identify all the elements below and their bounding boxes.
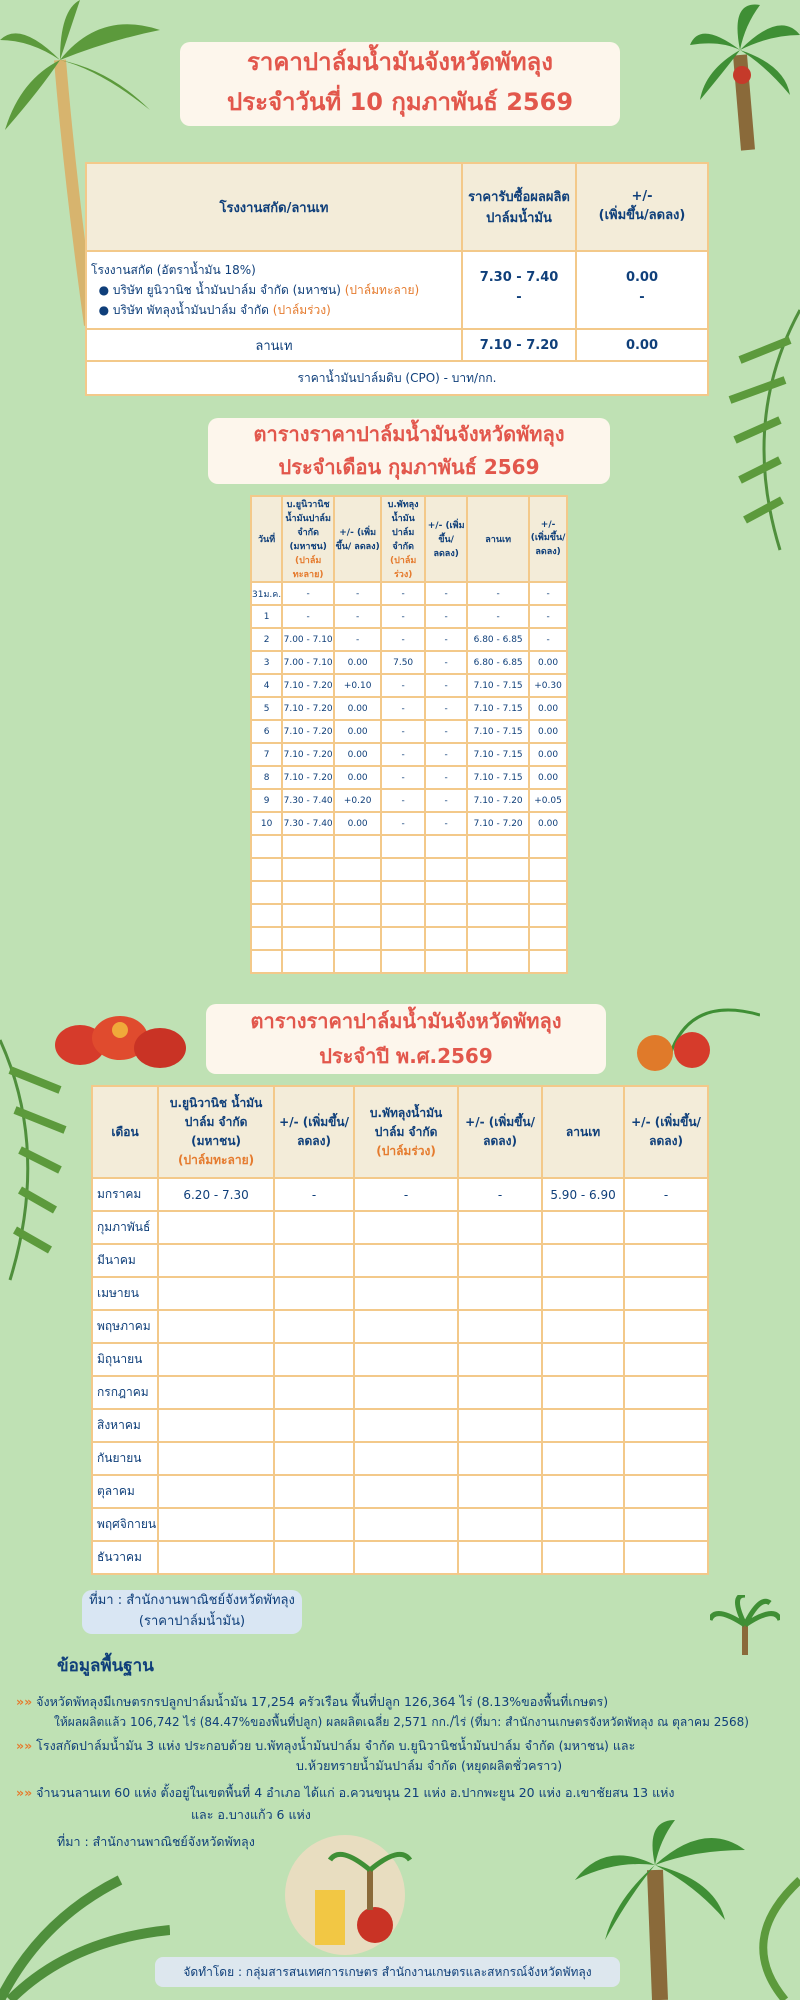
table-cell: 0.00	[334, 697, 381, 720]
month-label: กุมภาพันธ์	[92, 1211, 158, 1244]
daily-mill1-tag: (ปาล์มทะลาย)	[344, 283, 420, 297]
daily-mill2-tag: (ปาล์มร่วง)	[272, 303, 331, 317]
table-cell: 7.10 - 7.20	[282, 674, 334, 697]
table-row	[251, 651, 567, 674]
daily-price-table	[85, 162, 709, 396]
yearly-title	[206, 1004, 606, 1074]
table-cell: 0.00	[334, 651, 381, 674]
table-cell	[158, 1541, 274, 1574]
table-cell: -	[282, 605, 334, 628]
table-cell	[381, 858, 425, 881]
table-cell: -	[381, 674, 425, 697]
monthly-header-day: วันที่	[251, 496, 282, 582]
table-cell	[381, 927, 425, 950]
table-cell: +0.10	[334, 674, 381, 697]
month-label: กันยายน	[92, 1442, 158, 1475]
palm-fruit-right-icon	[630, 995, 760, 1075]
table-cell	[354, 1376, 458, 1409]
table-cell	[334, 858, 381, 881]
monthly-header-change1: +/- (เพิ่มขึ้น/ ลดลง)	[334, 496, 381, 582]
monthly-header-change3: +/- (เพิ่มขึ้น/ ลดลง)	[529, 496, 567, 582]
table-cell: 0.00	[529, 812, 567, 835]
table-cell	[467, 950, 529, 973]
month-label: มิถุนายน	[92, 1343, 158, 1376]
table-cell	[529, 950, 567, 973]
table-cell: -	[458, 1178, 542, 1211]
daily-mill-price-cell	[462, 251, 576, 329]
table-cell: 0.00	[529, 720, 567, 743]
table-cell: -	[425, 812, 467, 835]
yearly-table-body	[92, 1178, 708, 1574]
daily-lanthe-label: ลานเท	[86, 329, 462, 361]
table-cell: -	[381, 697, 425, 720]
table-row	[92, 1178, 708, 1211]
table-cell: -	[381, 582, 425, 605]
table-cell: -	[425, 605, 467, 628]
table-cell	[274, 1442, 354, 1475]
monthly-price-table	[250, 495, 568, 974]
table-cell: -	[274, 1178, 354, 1211]
basic-info-p3: »» จำนวนลานเท 60 แห่ง ตั้งอยู่ในเขตพื้นที่ 4 อำเภอ ได้แก่ อ.ควนขนุน 21 แห่ง อ.ปากพะยูน 20 แห่ง อ.เขาชัยสน 13 แห่ง และ อ.บางแก้ว 6 แห่ง	[16, 1785, 675, 1822]
table-cell: 7.10 - 7.15	[467, 697, 529, 720]
month-label: มกราคม	[92, 1178, 158, 1211]
table-cell: 6.80 - 6.85	[467, 628, 529, 651]
monthly-header-lanthe: ลานเท	[467, 496, 529, 582]
table-cell	[542, 1409, 624, 1442]
table-row	[251, 950, 567, 973]
table-cell	[467, 835, 529, 858]
table-cell	[529, 881, 567, 904]
table-row	[251, 812, 567, 835]
monthly-header-univanich: บ.ยูนิวานิช น้ำมันปาล์ม จำกัด (มหาชน) (ปาล์มทะลาย)	[282, 496, 334, 582]
table-cell: -	[425, 720, 467, 743]
table-row	[92, 1277, 708, 1310]
table-cell	[624, 1310, 708, 1343]
daily-header-change: +/- (เพิ่มขึ้น/ลดลง)	[576, 163, 708, 251]
table-cell: 7.00 - 7.10	[282, 651, 334, 674]
table-cell: 31ม.ค.	[251, 582, 282, 605]
table-cell	[381, 950, 425, 973]
table-cell: -	[381, 605, 425, 628]
palm-fruit-left-icon	[50, 1010, 195, 1075]
month-label: สิงหาคม	[92, 1409, 158, 1442]
table-cell	[251, 835, 282, 858]
table-cell	[282, 835, 334, 858]
table-cell: -	[425, 582, 467, 605]
table-cell	[158, 1343, 274, 1376]
table-cell: 7.50	[381, 651, 425, 674]
table-cell: 0.00	[529, 743, 567, 766]
table-cell	[274, 1541, 354, 1574]
table-cell: -	[624, 1178, 708, 1211]
daily-group-label: โรงงานสกัด (อัตราน้ำมัน 18%)	[91, 263, 256, 277]
table-cell: 3	[251, 651, 282, 674]
bullet-arrow-icon: »»	[16, 1785, 33, 1800]
table-cell: -	[381, 812, 425, 835]
bullet-arrow-icon: »»	[16, 1694, 33, 1709]
table-cell: 0.00	[529, 651, 567, 674]
table-row	[251, 881, 567, 904]
table-cell	[458, 1343, 542, 1376]
table-row	[251, 582, 567, 605]
monthly-title-line1: ตารางราคาปาล์มน้ำมันจังหวัดพัทลุง	[253, 422, 565, 446]
table-cell	[274, 1475, 354, 1508]
table-cell	[381, 881, 425, 904]
table-cell: 7.10 - 7.20	[282, 697, 334, 720]
table-cell: -	[425, 674, 467, 697]
palm-tree-bottom-left-icon	[0, 1860, 170, 2000]
basic-info-p2: »» โรงสกัดปาล์มน้ำมัน 3 แห่ง ประกอบด้วย บ.พัทลุงน้ำมันปาล์ม จำกัด บ.ยูนิวานิชน้ำมันปาล์ม จำกัด (มหาชน) และ บ.ห้วยทรายน้ำมันปาล์ม จำกัด (หยุดผลิตชั่วคราว)	[16, 1738, 636, 1773]
table-cell: 10	[251, 812, 282, 835]
table-cell	[542, 1475, 624, 1508]
month-label: เมษายน	[92, 1277, 158, 1310]
table-cell: -	[425, 697, 467, 720]
table-cell: 0.00	[334, 720, 381, 743]
monthly-title	[208, 418, 610, 484]
table-cell: -	[381, 789, 425, 812]
table-cell	[624, 1475, 708, 1508]
basic-info-p1: »» จังหวัดพัทลุงมีเกษตรกรปลูกปาล์มน้ำมัน 17,254 ครัวเรือน พื้นที่ปลูก 126,364 ไร่ (8.13%ของพื้นที่เกษตร) ให้ผลผลิตแล้ว 106,742 ไร่ (84.47%ของพื้นที่ปลูก) ผลผลิตเฉลี่ย 2,571 กก./ไร่ (ที่มา: สำนักงานเกษตรจังหวัดพัทลุง ณ ตุลาคม 2568)	[16, 1694, 749, 1729]
palm-oil-illustration-icon	[270, 1830, 420, 1960]
table-cell: 9	[251, 789, 282, 812]
table-cell	[251, 858, 282, 881]
table-cell	[334, 904, 381, 927]
table-cell	[624, 1211, 708, 1244]
table-row	[251, 674, 567, 697]
table-cell	[624, 1541, 708, 1574]
daily-title-line1: ราคาปาล์มน้ำมันจังหวัดพัทลุง	[247, 48, 553, 76]
table-row	[251, 766, 567, 789]
table-cell	[381, 904, 425, 927]
table-cell	[542, 1211, 624, 1244]
palm-seedling-icon	[710, 1595, 780, 1660]
table-cell	[158, 1442, 274, 1475]
table-cell: -	[381, 628, 425, 651]
table-cell: 7.10 - 7.20	[467, 812, 529, 835]
table-cell	[282, 858, 334, 881]
table-cell	[425, 950, 467, 973]
yearly-title-line2: ประจำปี พ.ศ.2569	[319, 1044, 493, 1068]
table-cell: 6.20 - 7.30	[158, 1178, 274, 1211]
table-row	[92, 1310, 708, 1343]
table-cell: -	[425, 628, 467, 651]
table-cell	[251, 881, 282, 904]
table-cell: 8	[251, 766, 282, 789]
table-cell: -	[282, 582, 334, 605]
table-cell: 7.10 - 7.20	[282, 766, 334, 789]
table-cell	[458, 1409, 542, 1442]
monthly-title-line2: ประจำเดือน กุมภาพันธ์ 2569	[278, 455, 540, 479]
table-cell	[381, 835, 425, 858]
table-cell	[274, 1277, 354, 1310]
table-cell	[542, 1541, 624, 1574]
yearly-header-change1: +/- (เพิ่มขึ้น/ลดลง)	[274, 1086, 354, 1178]
table-cell	[425, 858, 467, 881]
table-cell	[624, 1376, 708, 1409]
yearly-header-lanthe: ลานเท	[542, 1086, 624, 1178]
table-cell	[158, 1475, 274, 1508]
table-row	[251, 927, 567, 950]
table-cell	[282, 927, 334, 950]
table-cell	[251, 904, 282, 927]
daily-title	[180, 42, 620, 126]
table-cell	[458, 1244, 542, 1277]
month-label: ธันวาคม	[92, 1541, 158, 1574]
table-cell	[354, 1541, 458, 1574]
table-cell: -	[529, 582, 567, 605]
table-row	[251, 858, 567, 881]
daily-cpo-text: ราคาน้ำมันปาล์มดิบ (CPO) - บาท/กก.	[86, 361, 708, 395]
table-cell: 0.00	[334, 766, 381, 789]
table-cell	[624, 1409, 708, 1442]
table-cell	[467, 858, 529, 881]
daily-lanthe-change: 0.00	[576, 329, 708, 361]
table-cell: 5.90 - 6.90	[542, 1178, 624, 1211]
table-cell	[458, 1277, 542, 1310]
daily-mill2-name: บริษัท พัทลุงน้ำมันปาล์ม จำกัด	[112, 303, 269, 317]
table-cell: 7	[251, 743, 282, 766]
table-cell	[158, 1508, 274, 1541]
table-cell: -	[467, 605, 529, 628]
daily-header-mill: โรงงานสกัด/ลานเท	[86, 163, 462, 251]
table-cell	[425, 927, 467, 950]
month-label: กรกฎาคม	[92, 1376, 158, 1409]
table-cell	[274, 1310, 354, 1343]
table-row	[251, 720, 567, 743]
table-cell: -	[334, 628, 381, 651]
table-cell: -	[334, 582, 381, 605]
table-row	[251, 628, 567, 651]
table-cell: 7.10 - 7.20	[282, 743, 334, 766]
table-row	[92, 1244, 708, 1277]
table-cell	[251, 927, 282, 950]
table-cell	[529, 858, 567, 881]
table-cell	[274, 1244, 354, 1277]
table-cell	[467, 927, 529, 950]
table-cell	[458, 1475, 542, 1508]
table-cell: 0.00	[334, 812, 381, 835]
table-cell	[334, 950, 381, 973]
table-cell: -	[425, 766, 467, 789]
table-cell: 0.00	[529, 766, 567, 789]
table-cell	[282, 904, 334, 927]
table-cell: 0.00	[529, 697, 567, 720]
table-row	[92, 1376, 708, 1409]
table-cell: 6	[251, 720, 282, 743]
table-row	[92, 1442, 708, 1475]
basic-info-heading: ข้อมูลพื้นฐาน	[57, 1656, 154, 1676]
table-cell	[251, 950, 282, 973]
table-cell	[274, 1508, 354, 1541]
table-row	[92, 1211, 708, 1244]
table-cell: -	[334, 605, 381, 628]
yearly-header-phatthalung: บ.พัทลุงน้ำมันปาล์ม จำกัด (ปาล์มร่วง)	[354, 1086, 458, 1178]
bullet-arrow-icon: »»	[16, 1738, 33, 1753]
table-cell	[334, 927, 381, 950]
table-cell	[158, 1376, 274, 1409]
table-cell	[158, 1244, 274, 1277]
palm-tree-top-right-icon	[690, 0, 800, 160]
month-label: มีนาคม	[92, 1244, 158, 1277]
table-cell: 7.10 - 7.15	[467, 743, 529, 766]
table-row	[251, 743, 567, 766]
table-cell	[542, 1376, 624, 1409]
yearly-header-change2: +/- (เพิ่มขึ้น/ลดลง)	[458, 1086, 542, 1178]
table-cell	[542, 1508, 624, 1541]
table-cell	[529, 927, 567, 950]
table-cell	[282, 950, 334, 973]
table-row	[92, 1508, 708, 1541]
table-cell	[624, 1244, 708, 1277]
table-cell	[334, 835, 381, 858]
table-cell: 7.30 - 7.40	[282, 812, 334, 835]
table-cell: 7.10 - 7.15	[467, 766, 529, 789]
table-cell	[158, 1409, 274, 1442]
table-cell	[354, 1310, 458, 1343]
table-cell	[354, 1277, 458, 1310]
table-cell	[425, 904, 467, 927]
table-cell: 7.10 - 7.20	[282, 720, 334, 743]
footer-credit: จัดทำโดย : กลุ่มสารสนเทศการเกษตร สำนักงานเกษตรและสหกรณ์จังหวัดพัทลุง	[155, 1957, 620, 1987]
table-cell	[274, 1409, 354, 1442]
month-label: ตุลาคม	[92, 1475, 158, 1508]
table-row	[251, 605, 567, 628]
table-cell: 7.10 - 7.15	[467, 674, 529, 697]
table-cell	[334, 881, 381, 904]
daily-mill1-price: 7.30 - 7.40	[479, 270, 559, 285]
table-cell	[458, 1541, 542, 1574]
yearly-title-line1: ตารางราคาปาล์มน้ำมันจังหวัดพัทลุง	[250, 1009, 562, 1033]
table-cell	[354, 1211, 458, 1244]
table-cell	[467, 881, 529, 904]
daily-mill-change-cell	[576, 251, 708, 329]
table-cell	[542, 1277, 624, 1310]
table-row	[92, 1343, 708, 1376]
table-cell	[158, 1310, 274, 1343]
table-cell	[624, 1343, 708, 1376]
table-cell	[158, 1277, 274, 1310]
daily-mill2-price: -	[516, 290, 522, 305]
month-label: พฤศจิกายน	[92, 1508, 158, 1541]
table-cell	[425, 835, 467, 858]
table-cell	[158, 1211, 274, 1244]
table-cell	[542, 1343, 624, 1376]
yearly-price-table	[91, 1085, 709, 1575]
table-cell: -	[529, 628, 567, 651]
table-cell: +0.05	[529, 789, 567, 812]
table-cell: 7.10 - 7.15	[467, 720, 529, 743]
table-cell: 7.30 - 7.40	[282, 789, 334, 812]
table-cell: 1	[251, 605, 282, 628]
table-cell	[458, 1211, 542, 1244]
table-cell	[354, 1409, 458, 1442]
basic-info-source: ที่มา : สำนักงานพาณิชย์จังหวัดพัทลุง	[57, 1834, 255, 1849]
daily-mill2-change: -	[639, 290, 645, 305]
table-cell: -	[425, 789, 467, 812]
table-cell	[354, 1244, 458, 1277]
daily-mill1-change: 0.00	[625, 270, 659, 285]
table-cell: +0.20	[334, 789, 381, 812]
table-cell	[624, 1277, 708, 1310]
table-cell	[274, 1211, 354, 1244]
table-cell: -	[425, 743, 467, 766]
table-cell: -	[354, 1178, 458, 1211]
table-row	[92, 1475, 708, 1508]
table-cell	[467, 904, 529, 927]
table-cell: 7.00 - 7.10	[282, 628, 334, 651]
table-cell: 4	[251, 674, 282, 697]
month-label: พฤษภาคม	[92, 1310, 158, 1343]
daily-lanthe-price: 7.10 - 7.20	[462, 329, 576, 361]
monthly-header-change2: +/- (เพิ่มขึ้น/ ลดลง)	[425, 496, 467, 582]
table-row	[92, 1409, 708, 1442]
table-cell	[542, 1442, 624, 1475]
table-cell: 2	[251, 628, 282, 651]
table-cell: -	[381, 743, 425, 766]
table-cell	[458, 1508, 542, 1541]
monthly-header-phatthalung: บ.พัทลุง น้ำมันปาล์ม จำกัด (ปาล์มร่วง)	[381, 496, 425, 582]
palm-leaf-right-icon	[720, 300, 800, 560]
table-cell	[274, 1376, 354, 1409]
table-row	[251, 697, 567, 720]
yearly-header-month: เดือน	[92, 1086, 158, 1178]
table-cell: 0.00	[334, 743, 381, 766]
monthly-table-body	[251, 582, 567, 973]
table-cell	[529, 835, 567, 858]
table-cell	[354, 1508, 458, 1541]
daily-title-line2: ประจำวันที่ 10 กุมภาพันธ์ 2569	[226, 88, 574, 116]
daily-header-price: ราคารับซื้อผลผลิต ปาล์มน้ำมัน	[462, 163, 576, 251]
price-source-note: ที่มา : สำนักงานพาณิชย์จังหวัดพัทลุง (ราคาปาล์มน้ำมัน)	[82, 1590, 302, 1634]
table-cell: -	[381, 720, 425, 743]
table-cell	[274, 1343, 354, 1376]
table-cell	[624, 1508, 708, 1541]
table-cell	[458, 1442, 542, 1475]
table-cell: 7.10 - 7.20	[467, 789, 529, 812]
table-cell	[529, 904, 567, 927]
table-cell	[542, 1310, 624, 1343]
table-cell: -	[425, 651, 467, 674]
table-row	[92, 1541, 708, 1574]
table-cell: -	[529, 605, 567, 628]
table-cell	[282, 881, 334, 904]
table-cell	[354, 1343, 458, 1376]
table-cell: -	[467, 582, 529, 605]
yearly-header-univanich: บ.ยูนิวานิช น้ำมันปาล์ม จำกัด (มหาชน) (ปาล์มทะลาย)	[158, 1086, 274, 1178]
daily-mill-cell: โรงงานสกัด (อัตราน้ำมัน 18%) ● บริษัท ยูนิวานิช น้ำมันปาล์ม จำกัด (มหาชน) (ปาล์มทะลาย) ● บริษัท พัทลุงน้ำมันปาล์ม จำกัด (ปาล์มร่วง)	[86, 251, 462, 329]
table-cell	[542, 1244, 624, 1277]
table-cell	[425, 881, 467, 904]
table-cell	[354, 1442, 458, 1475]
table-cell: -	[381, 766, 425, 789]
yearly-header-change3: +/- (เพิ่มขึ้น/ลดลง)	[624, 1086, 708, 1178]
table-row	[251, 835, 567, 858]
table-cell	[624, 1442, 708, 1475]
table-cell	[458, 1310, 542, 1343]
table-cell: 6.80 - 6.85	[467, 651, 529, 674]
daily-mill1-name: บริษัท ยูนิวานิช น้ำมันปาล์ม จำกัด (มหาชน)	[112, 283, 341, 297]
table-row	[251, 789, 567, 812]
table-cell: +0.30	[529, 674, 567, 697]
table-row	[251, 904, 567, 927]
table-cell	[354, 1475, 458, 1508]
table-cell: 5	[251, 697, 282, 720]
table-cell	[458, 1376, 542, 1409]
